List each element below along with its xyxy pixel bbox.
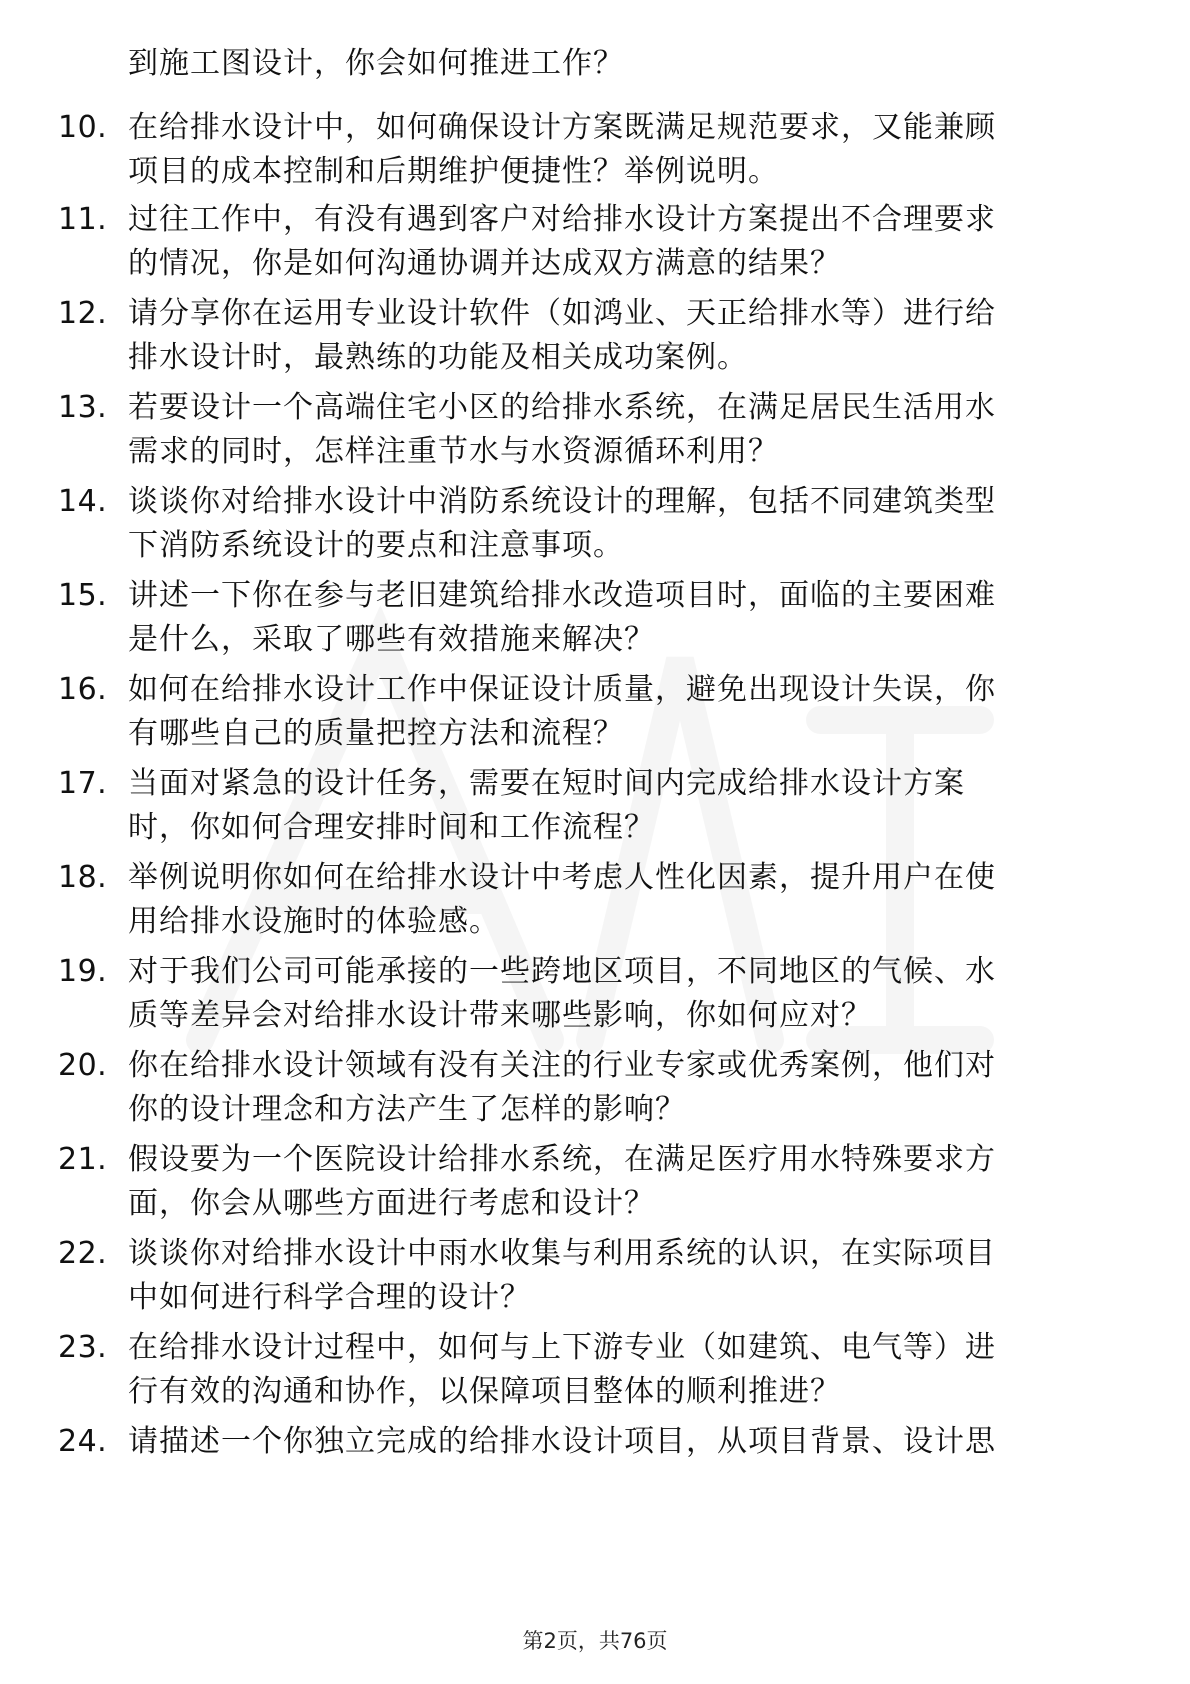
question-line: 你在给排水设计领域有没有关注的行业专家或优秀案例，他们对 bbox=[128, 1048, 996, 1083]
question-line: 的情况，你是如何沟通协调并达成双方满意的结果？ bbox=[128, 246, 841, 281]
question-text bbox=[128, 856, 1118, 944]
question-line: 行有效的沟通和协作，以保障项目整体的顺利推进？ bbox=[128, 1374, 841, 1409]
question-text bbox=[128, 950, 1118, 1038]
question-line: 你的设计理念和方法产生了怎样的影响？ bbox=[128, 1092, 686, 1127]
question-text bbox=[128, 1326, 1118, 1414]
question-text bbox=[128, 386, 1118, 474]
question-text bbox=[128, 292, 1118, 380]
question-line: 请描述一个你独立完成的给排水设计项目，从项目背景、设计思 bbox=[128, 1424, 996, 1459]
question-line: 下消防系统设计的要点和注意事项。 bbox=[128, 528, 624, 563]
question-number: 13. bbox=[58, 390, 108, 425]
question-number: 20. bbox=[58, 1048, 108, 1083]
question-line: 在给排水设计中，如何确保设计方案既满足规范要求，又能兼顾 bbox=[128, 110, 996, 145]
question-line: 当面对紧急的设计任务，需要在短时间内完成给排水设计方案 bbox=[128, 766, 965, 801]
question-line: 项目的成本控制和后期维护便捷性？举例说明。 bbox=[128, 154, 779, 189]
question-line: 对于我们公司可能承接的一些跨地区项目，不同地区的气候、水 bbox=[128, 954, 996, 989]
question-line: 请分享你在运用专业设计软件（如鸿业、天正给排水等）进行给 bbox=[128, 296, 996, 331]
question-number: 21. bbox=[58, 1142, 108, 1177]
question-line: 如何在给排水设计工作中保证设计质量，避免出现设计失误，你 bbox=[128, 672, 996, 707]
question-number: 17. bbox=[58, 766, 108, 801]
question-line: 时，你如何合理安排时间和工作流程？ bbox=[128, 810, 655, 845]
question-line: 用给排水设施时的体验感。 bbox=[128, 904, 500, 939]
question-text bbox=[128, 1044, 1118, 1132]
question-line: 到施工图设计，你会如何推进工作？ bbox=[128, 46, 624, 81]
page-number: 第2页，共76页 bbox=[522, 1629, 668, 1653]
question-number: 10. bbox=[58, 110, 108, 145]
page-footer bbox=[0, 1626, 1190, 1656]
question-line: 在给排水设计过程中，如何与上下游专业（如建筑、电气等）进 bbox=[128, 1330, 996, 1365]
question-text bbox=[128, 574, 1118, 662]
question-number: 15. bbox=[58, 578, 108, 613]
question-line: 举例说明你如何在给排水设计中考虑人性化因素，提升用户在使 bbox=[128, 860, 996, 895]
question-number: 22. bbox=[58, 1236, 108, 1271]
question-number: 18. bbox=[58, 860, 108, 895]
question-number: 19. bbox=[58, 954, 108, 989]
question-text bbox=[128, 1232, 1118, 1320]
question-text bbox=[128, 480, 1118, 568]
question-number: 12. bbox=[58, 296, 108, 331]
question-line: 若要设计一个高端住宅小区的给排水系统，在满足居民生活用水 bbox=[128, 390, 996, 425]
question-line: 排水设计时，最熟练的功能及相关成功案例。 bbox=[128, 340, 748, 375]
question-line: 讲述一下你在参与老旧建筑给排水改造项目时，面临的主要困难 bbox=[128, 578, 996, 613]
question-line: 有哪些自己的质量把控方法和流程？ bbox=[128, 716, 624, 751]
question-text bbox=[128, 1420, 1118, 1464]
question-number: 16. bbox=[58, 672, 108, 707]
question-line: 质等差异会对给排水设计带来哪些影响，你如何应对？ bbox=[128, 998, 872, 1033]
question-line: 中如何进行科学合理的设计？ bbox=[128, 1280, 531, 1315]
question-line: 需求的同时，怎样注重节水与水资源循环利用？ bbox=[128, 434, 779, 469]
question-text bbox=[128, 762, 1118, 850]
question-line: 是什么，采取了哪些有效措施来解决？ bbox=[128, 622, 655, 657]
question-line: 谈谈你对给排水设计中雨水收集与利用系统的认识，在实际项目 bbox=[128, 1236, 996, 1271]
question-number: 14. bbox=[58, 484, 108, 519]
question-text bbox=[128, 198, 1118, 286]
question-line: 假设要为一个医院设计给排水系统，在满足医疗用水特殊要求方 bbox=[128, 1142, 996, 1177]
question-line: 谈谈你对给排水设计中消防系统设计的理解，包括不同建筑类型 bbox=[128, 484, 996, 519]
question-text bbox=[128, 668, 1118, 756]
question-number: 23. bbox=[58, 1330, 108, 1365]
question-text bbox=[128, 42, 1118, 86]
question-text bbox=[128, 106, 1118, 194]
question-text bbox=[128, 1138, 1118, 1226]
question-line: 面，你会从哪些方面进行考虑和设计？ bbox=[128, 1186, 655, 1221]
question-number: 11. bbox=[58, 202, 108, 237]
question-number: 24. bbox=[58, 1424, 108, 1459]
question-line: 过往工作中，有没有遇到客户对给排水设计方案提出不合理要求 bbox=[128, 202, 996, 237]
